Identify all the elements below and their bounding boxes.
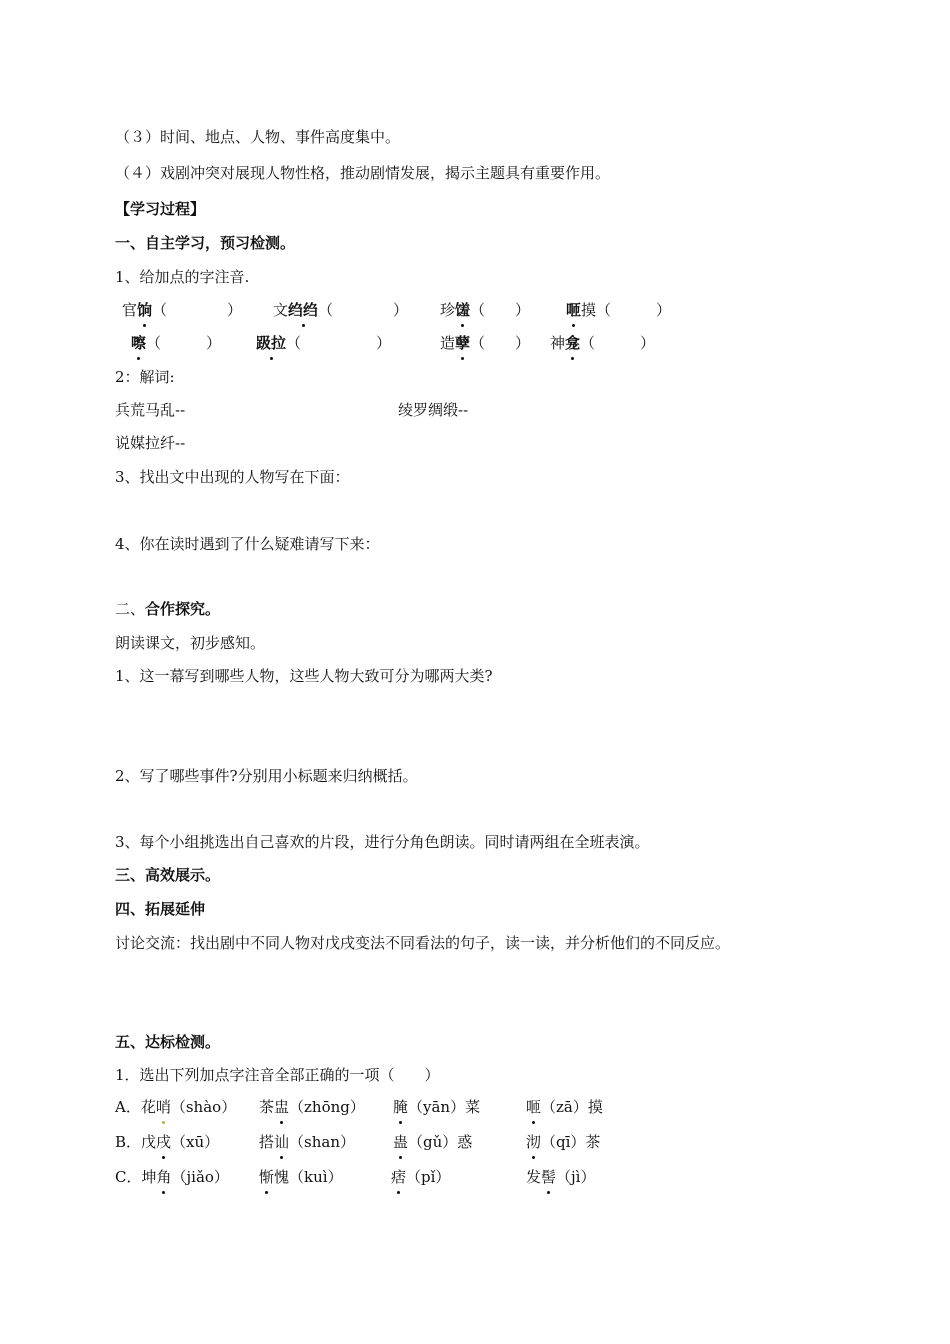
word-item: 绫罗绸缎-- (398, 401, 469, 419)
option-b-item: 搭讪（shan） (259, 1133, 355, 1151)
section-4-line: 讨论交流：找出剧中不同人物对戊戌变法不同看法的句子，读一读，并分析他们的不同反应。 (115, 934, 731, 952)
option-a-item: 咂（zā）摸 (526, 1098, 603, 1116)
question-1-1: 1、给加点的字注音. (115, 268, 250, 286)
intro-point-3: （３）时间、地点、人物、事件高度集中。 (115, 128, 401, 146)
pinyin-item: 珍馐（ ） (440, 301, 531, 319)
section-1-heading: 一、自主学习，预习检测。 (115, 234, 296, 252)
word-item: 说媒拉纤-- (115, 434, 186, 452)
question-1-2: 2：解词: (115, 368, 175, 386)
section-5-heading: 五、达标检测。 (115, 1033, 221, 1051)
pinyin-item: 神龛（ ） (550, 334, 656, 352)
question-2-1: 1、这一幕写到哪些人物，这些人物大致可分为哪两大类? (115, 667, 493, 685)
section-3-heading: 三、高效展示。 (115, 866, 221, 884)
section-4-heading: 四、拓展延伸 (115, 900, 206, 918)
question-2-3: 3、每个小组挑选出自己喜欢的片段，进行分角色朗读。同时请两组在全班表演。 (115, 833, 650, 851)
option-a-item: 茶盅（zhōng） (259, 1098, 365, 1116)
section-2-line: 朗读课文，初步感知。 (115, 634, 266, 652)
option-c-item: 惭愧（kuì） (259, 1168, 343, 1186)
question-2-2: 2、写了哪些事件?分别用小标题来归纳概括。 (115, 767, 418, 785)
question-5-1: 1．选出下列加点字注音全部正确的一项（ ） (115, 1066, 440, 1084)
section-2-heading: 二、合作探究。 (115, 600, 221, 618)
pinyin-item: 文绉绉（ ） (273, 301, 409, 319)
option-c-item: 痞（pǐ） (391, 1168, 451, 1186)
pinyin-item: 趿拉（ ） (256, 334, 392, 352)
pinyin-item: 嚓（ ） (131, 334, 222, 352)
question-1-3: 3、找出文中出现的人物写在下面： (115, 468, 350, 486)
option-a-item: 腌（yān）菜 (393, 1098, 481, 1116)
option-b-item: 沏（qī）茶 (526, 1133, 601, 1151)
option-c-item: 发髻（jì） (526, 1168, 596, 1186)
pinyin-item: 官饷（ ） (122, 301, 243, 319)
word-item: 兵荒马乱-- (115, 401, 186, 419)
pinyin-item: 造孽（ ） (440, 334, 531, 352)
intro-point-4: （４）戏剧冲突对展现人物性格，推动剧情发展，揭示主题具有重要作用。 (115, 164, 611, 182)
question-1-4: 4、你在读时遇到了什么疑难请写下来： (115, 535, 380, 553)
option-c-item: C．坤角（jiǎo） (115, 1168, 229, 1186)
learning-process-heading: 【学习过程】 (115, 200, 206, 218)
option-a-item: A．花哨（shào） (115, 1098, 237, 1116)
option-b-item: B．戊戌（xū） (115, 1133, 220, 1151)
pinyin-item: 咂摸（ ） (566, 301, 672, 319)
option-b-item: 蛊（gǔ）惑 (393, 1133, 473, 1151)
